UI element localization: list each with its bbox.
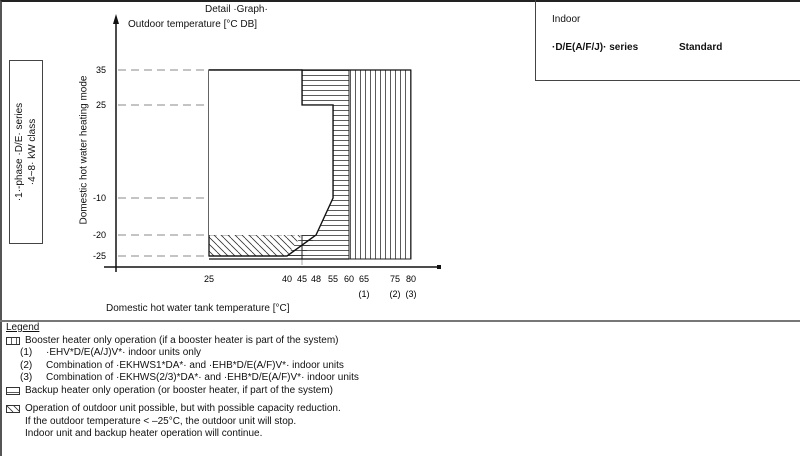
y-tick-label: -10 bbox=[92, 193, 106, 203]
legend-note-3 bbox=[6, 372, 359, 385]
x-axis-label: Domestic hot water tank temperature [°C] bbox=[106, 303, 290, 314]
legend-reduction-line2: If the outdoor temperature < –25°C, the outdoor unit will stop. bbox=[25, 415, 297, 427]
legend-note-2 bbox=[6, 360, 359, 373]
legend-reduction bbox=[6, 403, 359, 416]
legend-booster-text: Booster heater only operation (if a booster heater is part of the system) bbox=[25, 334, 339, 346]
note-num: (2) bbox=[20, 359, 33, 371]
x-tick-label: 48 bbox=[310, 274, 322, 284]
indoor-variant: Standard bbox=[679, 42, 723, 53]
x-tick-label: 40 bbox=[281, 274, 293, 284]
diagonal-hatch-icon bbox=[6, 405, 20, 413]
x-tick-note: (2) bbox=[389, 289, 401, 299]
x-tick-label: 65 bbox=[358, 274, 370, 284]
x-tick-note: (1) bbox=[358, 289, 370, 299]
note-num: (1) bbox=[20, 347, 33, 358]
legend-note-1 bbox=[6, 347, 359, 360]
y-tick-label: 35 bbox=[95, 65, 106, 75]
chart-title: Detail ·Graph· bbox=[205, 4, 268, 15]
y-axis-label: Outdoor temperature [°C DB] bbox=[128, 19, 258, 30]
indoor-series: ·D/E(A/F/J)· series bbox=[552, 42, 639, 53]
legend-backup-text: Backup heater only operation (or booster heater, if part of the system) bbox=[25, 384, 333, 396]
legend-reduction-text: Operation of outdoor unit possible, but with possible capacity reduction. bbox=[25, 403, 341, 414]
indoor-title: Indoor bbox=[552, 14, 581, 25]
model-line1: ·1·-phase ·D/E· series bbox=[14, 102, 25, 202]
x-axis-end-icon bbox=[437, 265, 441, 269]
x-tick-label: 60 bbox=[343, 274, 355, 284]
legend-backup bbox=[6, 385, 359, 398]
legend bbox=[6, 322, 359, 441]
x-tick-label: 55 bbox=[327, 274, 339, 284]
vertical-hatch-icon bbox=[6, 337, 20, 345]
x-tick-label: 80 bbox=[405, 274, 417, 284]
model-line2: ·4~8· kW class bbox=[27, 118, 38, 186]
horizontal-hatch-icon bbox=[6, 387, 20, 395]
note-text: Combination of ·EKHWS1*DA*· and ·EHB*D/E(A/F)V*· indoor units bbox=[46, 359, 344, 371]
note-text: Combination of ·EKHWS(2/3)*DA*· and ·EHB*D/E(A/F)V*· indoor units bbox=[46, 372, 359, 383]
y-tick-label: 25 bbox=[95, 100, 106, 110]
y-axis-arrow-icon bbox=[113, 14, 119, 24]
legend-reduction-line3: Indoor unit and backup heater operation will continue. bbox=[25, 428, 263, 439]
x-tick-label: 45 bbox=[296, 274, 308, 284]
x-tick-label: 75 bbox=[389, 274, 401, 284]
booster-heater-region bbox=[349, 70, 411, 259]
note-num: (3) bbox=[20, 372, 33, 383]
capacity-reduction-region bbox=[209, 235, 302, 256]
x-tick-note: (3) bbox=[405, 289, 417, 299]
note-text: ·EHV*D/E(A/J)V*· indoor units only bbox=[46, 347, 202, 358]
legend-booster bbox=[6, 335, 359, 348]
y-tick-label: -20 bbox=[92, 230, 106, 240]
mode-label: Domestic hot water heating mode bbox=[78, 75, 90, 225]
y-tick-label: -25 bbox=[92, 251, 106, 261]
x-tick-label: 25 bbox=[203, 274, 215, 284]
legend-title: Legend bbox=[6, 322, 40, 333]
